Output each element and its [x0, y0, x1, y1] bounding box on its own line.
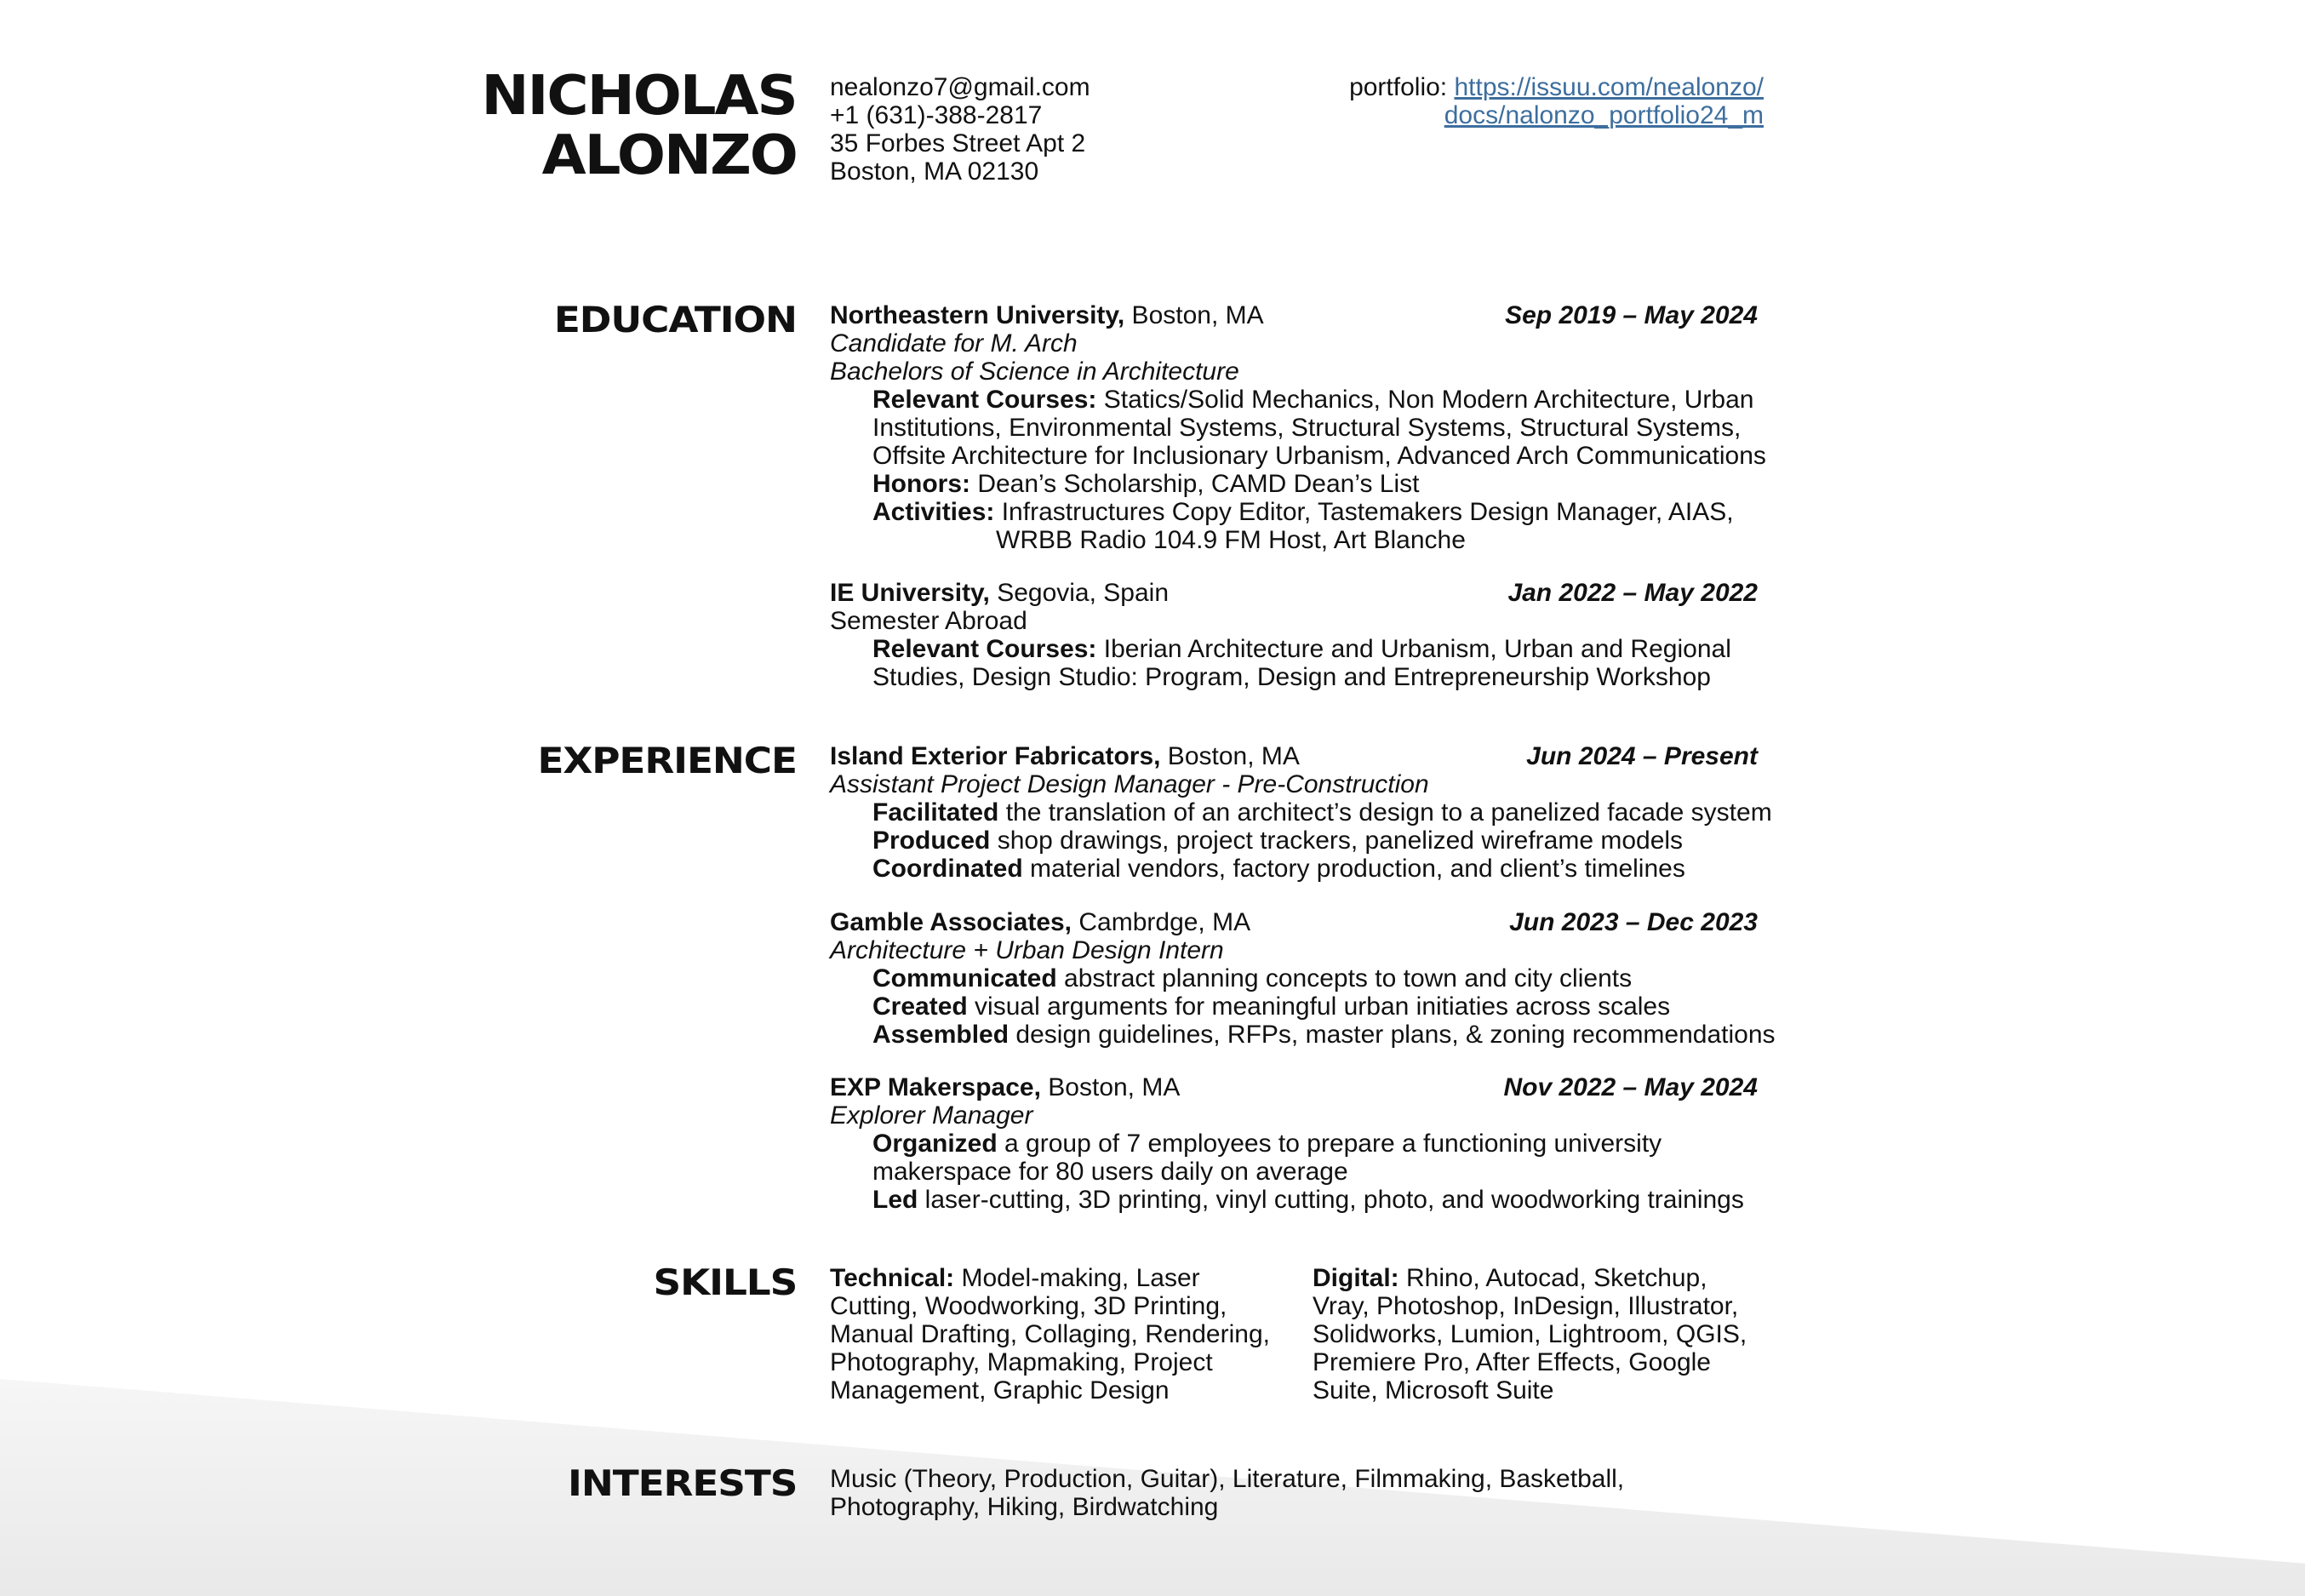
digital-text: Rhino, Autocad, Sketchup, [1398, 1264, 1707, 1292]
education-org: Northeastern University, [830, 301, 1125, 329]
portfolio-link-line-2[interactable]: docs/nalonzo_portfolio24_m [1444, 101, 1764, 129]
education-location: Segovia, Spain [989, 579, 1170, 607]
experience-entry-island [830, 742, 1772, 883]
bullet-verb: Coordinated [872, 855, 1023, 883]
honors-text: Dean’s Scholarship, CAMD Dean’s List [970, 470, 1420, 498]
experience-location: Cambrdge, MA [1072, 908, 1251, 936]
activities-text: Infrastructures Copy Editor, Tastemakers Design Manager, AIAS, [994, 498, 1734, 526]
bullet-text: abstract planning concepts to town and city clients [1056, 964, 1633, 992]
experience-title: Explorer Manager [830, 1101, 1033, 1130]
technical-text: Cutting, Woodworking, 3D Printing, [830, 1292, 1227, 1320]
technical-text: Model-making, Laser [954, 1264, 1200, 1292]
experience-heading: EXPERIENCE [537, 740, 797, 781]
activities-text: WRBB Radio 104.9 FM Host, Art Blanche [996, 526, 1466, 554]
experience-dates: Nov 2022 – May 2024 [1503, 1073, 1758, 1101]
experience-org: Island Exterior Fabricators, [830, 742, 1161, 770]
digital-label: Digital: [1313, 1264, 1399, 1292]
education-heading: EDUCATION [554, 299, 797, 340]
bullet-verb: Led [872, 1186, 918, 1214]
experience-org: EXP Makerspace, [830, 1073, 1041, 1101]
address-line-2: Boston, MA 02130 [830, 157, 1039, 186]
email: nealonzo7@gmail.com [830, 73, 1090, 101]
interests-text: Photography, Hiking, Birdwatching [830, 1493, 1219, 1521]
contact-block [830, 73, 1090, 186]
activities-label: Activities: [872, 498, 995, 526]
courses-text: Studies, Design Studio: Program, Design and Entrepreneurship Workshop [872, 663, 1711, 691]
education-location: Boston, MA [1124, 301, 1264, 329]
education-program: Semester Abroad [830, 607, 1027, 635]
bullet-text: shop drawings, project trackers, panelized wireframe models [990, 827, 1684, 855]
education-degree-1: Candidate for M. Arch [830, 329, 1078, 358]
technical-text: Photography, Mapmaking, Project [830, 1348, 1213, 1376]
experience-entry-gamble [830, 908, 1776, 1049]
portfolio-label: portfolio: [1349, 73, 1455, 101]
bullet-verb: Produced [872, 827, 991, 855]
honors-label: Honors: [872, 470, 970, 498]
courses-text: Iberian Architecture and Urbanism, Urban and Regional [1096, 635, 1731, 663]
courses-label: Relevant Courses: [872, 635, 1097, 663]
address-line-1: 35 Forbes Street Apt 2 [830, 129, 1086, 157]
candidate-name [482, 66, 797, 186]
courses-label: Relevant Courses: [872, 386, 1097, 414]
experience-location: Boston, MA [1160, 742, 1300, 770]
bullet-verb: Assembled [872, 1021, 1010, 1049]
digital-text: Solidworks, Lumion, Lightroom, QGIS, [1313, 1320, 1747, 1348]
bullet-text: a group of 7 employees to prepare a functioning university [997, 1130, 1662, 1158]
bullet-text: makerspace for 80 users daily on average [872, 1158, 1348, 1186]
experience-location: Boston, MA [1040, 1073, 1181, 1101]
digital-text: Suite, Microsoft Suite [1313, 1376, 1554, 1404]
technical-text: Management, Graphic Design [830, 1376, 1170, 1404]
experience-title: Architecture + Urban Design Intern [830, 936, 1224, 964]
interests-block [830, 1465, 1624, 1521]
experience-org: Gamble Associates, [830, 908, 1072, 936]
skills-technical [830, 1264, 1270, 1404]
technical-text: Manual Drafting, Collaging, Rendering, [830, 1320, 1270, 1348]
experience-title: Assistant Project Design Manager - Pre-Construction [830, 770, 1429, 798]
name-line-1: NICHOLAS [481, 65, 797, 128]
portfolio-link-line-1[interactable]: https://issuu.com/nealonzo/ [1454, 73, 1764, 101]
skills-digital [1313, 1264, 1747, 1404]
bullet-verb: Communicated [872, 964, 1057, 992]
interests-text: Music (Theory, Production, Guitar), Literature, Filmmaking, Basketball, [830, 1465, 1625, 1493]
portfolio-block [1349, 73, 1764, 129]
education-entry-ie [830, 579, 1758, 691]
technical-label: Technical: [830, 1264, 955, 1292]
experience-dates: Jun 2023 – Dec 2023 [1509, 908, 1758, 936]
interests-heading: INTERESTS [567, 1462, 797, 1504]
name-line-2: ALONZO [541, 124, 797, 187]
experience-entry-exp [830, 1073, 1758, 1214]
education-degree-2: Bachelors of Science in Architecture [830, 358, 1239, 386]
phone: +1 (631)-388-2817 [830, 101, 1043, 129]
digital-text: Premiere Pro, After Effects, Google [1313, 1348, 1711, 1376]
bullet-verb: Created [872, 992, 968, 1021]
bullet-text: laser-cutting, 3D printing, vinyl cutting, photo, and woodworking trainings [918, 1186, 1744, 1214]
experience-dates: Jun 2024 – Present [1526, 742, 1758, 770]
digital-text: Vray, Photoshop, InDesign, Illustrator, [1313, 1292, 1739, 1320]
education-dates: Jan 2022 – May 2022 [1507, 579, 1758, 607]
courses-text: Offsite Architecture for Inclusionary Urbanism, Advanced Arch Communications [872, 442, 1766, 470]
courses-text: Institutions, Environmental Systems, Structural Systems, Structural Systems, [872, 414, 1742, 442]
education-dates: Sep 2019 – May 2024 [1505, 301, 1758, 329]
bullet-verb: Organized [872, 1130, 998, 1158]
bullet-text: material vendors, factory production, and client’s timelines [1022, 855, 1685, 883]
bullet-verb: Facilitated [872, 798, 999, 827]
bullet-text: the translation of an architect’s design to a panelized facade system [998, 798, 1772, 827]
bullet-text: visual arguments for meaningful urban initiaties across scales [967, 992, 1671, 1021]
bullet-text: design guidelines, RFPs, master plans, & zoning recommendations [1009, 1021, 1776, 1049]
courses-text: Statics/Solid Mechanics, Non Modern Architecture, Urban [1096, 386, 1754, 414]
education-org: IE University, [830, 579, 990, 607]
skills-heading: SKILLS [653, 1261, 797, 1303]
education-entry-northeastern [830, 301, 1766, 554]
